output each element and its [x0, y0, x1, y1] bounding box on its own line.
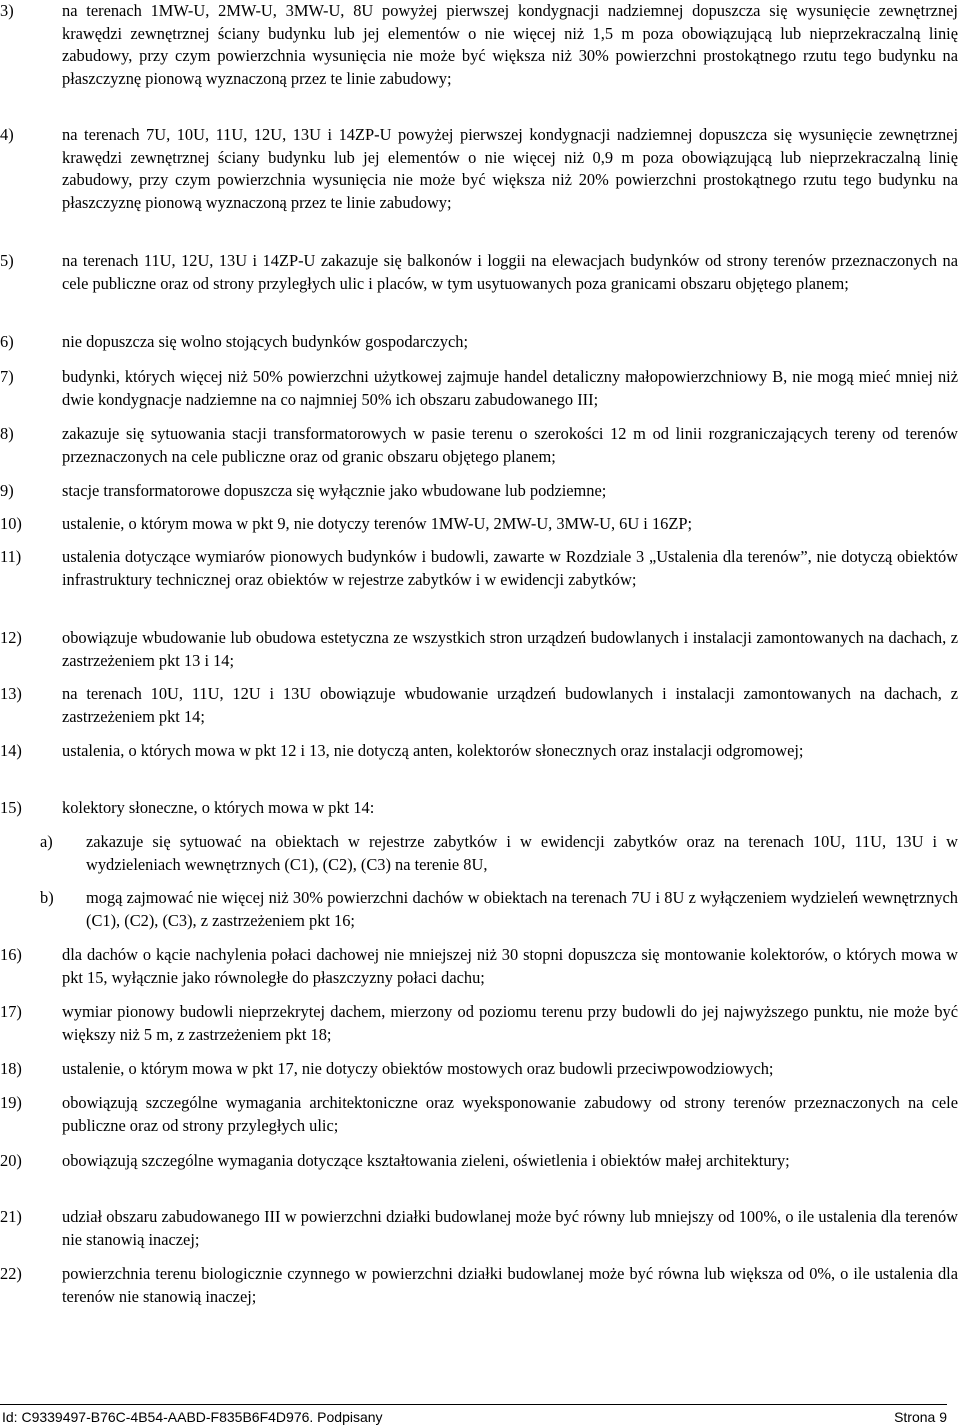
sub-item-text: mogą zajmować nie więcej niż 30% powierzchni dachów w obiektach na terenach 7U i 8U z wyłączeniem wydzieleń wewnętrznych (C1), (C2), (C3), z zastrzeżeniem pkt 16; [86, 888, 958, 930]
item-number: 14) [0, 741, 22, 760]
item-text: stacje transformatorowe dopuszcza się wyłącznie jako wbudowane lub podziemne; [62, 481, 607, 500]
sub-item-letter: a) [40, 832, 53, 851]
item-number: 10) [0, 514, 22, 533]
item-number: 7) [0, 367, 14, 386]
list-item [0, 944, 958, 989]
item-number: 11) [0, 547, 22, 566]
item-text: dla dachów o kącie nachylenia połaci dachowej nie mniejszej niż 30 stopni dopuszcza się montowanie kolektorów, o których mowa w pkt 15, wyłącznie jako równoległe do płaszczyzny połaci dachu; [62, 945, 958, 987]
footer-divider [0, 1404, 947, 1405]
item-number: 18) [0, 1059, 22, 1078]
list-item [0, 740, 958, 763]
item-number: 19) [0, 1093, 22, 1112]
item-text: powierzchnia terenu biologicznie czynnego w powierzchni działki budowlanej może być równa lub większa od 0%, o ile ustalenia dla terenów nie stanowią inaczej; [62, 1264, 958, 1306]
item-number: 12) [0, 628, 22, 647]
list-item [0, 366, 958, 411]
item-text: wymiar pionowy budowli nieprzekrytej dachem, mierzony od poziomu terenu przy budowli do jej najwyższego punktu, nie może być większy niż 5 m, z zastrzeżeniem pkt 18; [62, 1002, 958, 1044]
list-item [0, 1206, 958, 1251]
list-item [0, 124, 958, 214]
list-item [0, 480, 958, 503]
item-text: na terenach 11U, 12U, 13U i 14ZP-U zakazuje się balkonów i loggii na elewacjach budynków od strony terenów przeznaczonych na cele publiczne oraz od strony przyległych ulic i placów, w tym usytuowanych poza granicami obszaru objętego planem; [62, 251, 958, 293]
item-number: 17) [0, 1002, 22, 1021]
document-id: Id: C9339497-B76C-4B54-AABD-F835B6F4D976. Podpisany [2, 1409, 383, 1425]
list-item [0, 1092, 958, 1137]
sub-list-item [40, 887, 958, 932]
item-text: na terenach 1MW-U, 2MW-U, 3MW-U, 8U powyżej pierwszej kondygnacji nadziemnej dopuszcza się wysunięcie zewnętrznej krawędzi zewnętrznej ściany budynku lub jej elementów o nie więcej niż 1,5 m poza obowiązującą lub nieprzekraczalną linię zabudowy, przy czym powierzchnia wysunięcia nie może być większa niż 30% powierzchni prostokątnego rzutu tego budynku na płaszczyznę pionową wyznaczoną przez te linie zabudowy; [62, 1, 958, 88]
item-text: udział obszaru zabudowanego III w powierzchni działki budowlanej może być równy lub mniejszy od 100%, o ile ustalenia dla terenów nie stanowią inaczej; [62, 1207, 958, 1249]
sub-item-letter: b) [40, 888, 54, 907]
list-item [0, 627, 958, 672]
item-number: 8) [0, 424, 14, 443]
item-number: 3) [0, 1, 14, 20]
item-text: obowiązują szczególne wymagania architektoniczne oraz wyeksponowanie zabudowy od strony terenów przeznaczonych na cele publiczne oraz od strony przyległych ulic; [62, 1093, 958, 1135]
item-text: ustalenia, o których mowa w pkt 12 i 13, nie dotyczą anten, kolektorów słonecznych oraz instalacji odgromowej; [62, 741, 804, 760]
item-text: budynki, których więcej niż 50% powierzchni użytkowej zajmuje handel detaliczny małopowierzchniowy B, nie mogą mieć mniej niż dwie kondygnacje nadziemne na co najmniej 50% ich obszaru zabudowanego III; [62, 367, 958, 409]
item-text: na terenach 10U, 11U, 12U i 13U obowiązuje wbudowanie urządzeń budowlanych i instalacji zamontowanych na dachach, z zastrzeżeniem pkt 14; [62, 684, 958, 726]
item-text: obowiązuje wbudowanie lub obudowa estetyczna ze wszystkich stron urządzeń budowlanych i instalacji zamontowanych na dachach, z zastrzeżeniem pkt 13 i 14; [62, 628, 958, 670]
item-text: ustalenie, o którym mowa w pkt 17, nie dotyczy obiektów mostowych oraz budowli przeciwpowodziowych; [62, 1059, 774, 1078]
item-text: zakazuje się sytuowania stacji transformatorowych w pasie terenu o szerokości 12 m od linii rozgraniczających tereny od terenów przeznaczonych na cele publiczne oraz od granic obszaru objętego planem; [62, 424, 958, 466]
item-text: obowiązują szczególne wymagania dotyczące kształtowania zieleni, oświetlenia i obiektów małej architektury; [62, 1151, 790, 1170]
sub-item-text: zakazuje się sytuować na obiektach w rejestrze zabytków i w ewidencji zabytków oraz na terenach 10U, 11U, 13U i w wydzieleniach wewnętrznych (C1), (C2), (C3) na terenie 8U, [86, 832, 958, 874]
list-item [0, 1150, 958, 1173]
list-item [0, 250, 958, 295]
list-item [0, 546, 958, 591]
list-item [0, 683, 958, 728]
item-number: 20) [0, 1151, 22, 1170]
item-text: kolektory słoneczne, o których mowa w pkt 14: [62, 798, 375, 817]
item-number: 4) [0, 125, 14, 144]
item-number: 15) [0, 798, 22, 817]
item-number: 13) [0, 684, 22, 703]
item-number: 9) [0, 481, 14, 500]
list-item [0, 331, 958, 354]
item-number: 6) [0, 332, 14, 351]
list-item [0, 1263, 958, 1308]
item-number: 22) [0, 1264, 22, 1283]
list-item [0, 797, 958, 820]
list-item [0, 513, 958, 536]
item-number: 5) [0, 251, 14, 270]
list-item [0, 423, 958, 468]
sub-list-item [40, 831, 958, 876]
item-text: na terenach 7U, 10U, 11U, 12U, 13U i 14ZP-U powyżej pierwszej kondygnacji nadziemnej dopuszcza się wysunięcie zewnętrznej krawędzi zewnętrznej ściany budynku lub jej elementów o nie więcej niż 0,9 m poza obowiązującą lub nieprzekraczalną linię zabudowy, przy czym powierzchnia wysunięcia nie może być większa niż 20% powierzchni prostokątnego rzutu tego budynku na płaszczyznę pionową wyznaczoną przez te linie zabudowy; [62, 125, 958, 212]
page-number: Strona 9 [894, 1409, 947, 1425]
list-item [0, 1001, 958, 1046]
item-text: nie dopuszcza się wolno stojących budynków gospodarczych; [62, 332, 469, 351]
item-number: 21) [0, 1207, 22, 1226]
item-text: ustalenie, o którym mowa w pkt 9, nie dotyczy terenów 1MW-U, 2MW-U, 3MW-U, 6U i 16ZP; [62, 514, 693, 533]
list-item [0, 0, 958, 90]
item-text: ustalenia dotyczące wymiarów pionowych budynków i budowli, zawarte w Rozdziale 3 „Ustalenia dla terenów”, nie dotyczą obiektów infrastruktury technicznej oraz obiektów w rejestrze zabytków i w ewidencji zabytków; [62, 547, 958, 589]
item-number: 16) [0, 945, 22, 964]
list-item [0, 1058, 958, 1081]
